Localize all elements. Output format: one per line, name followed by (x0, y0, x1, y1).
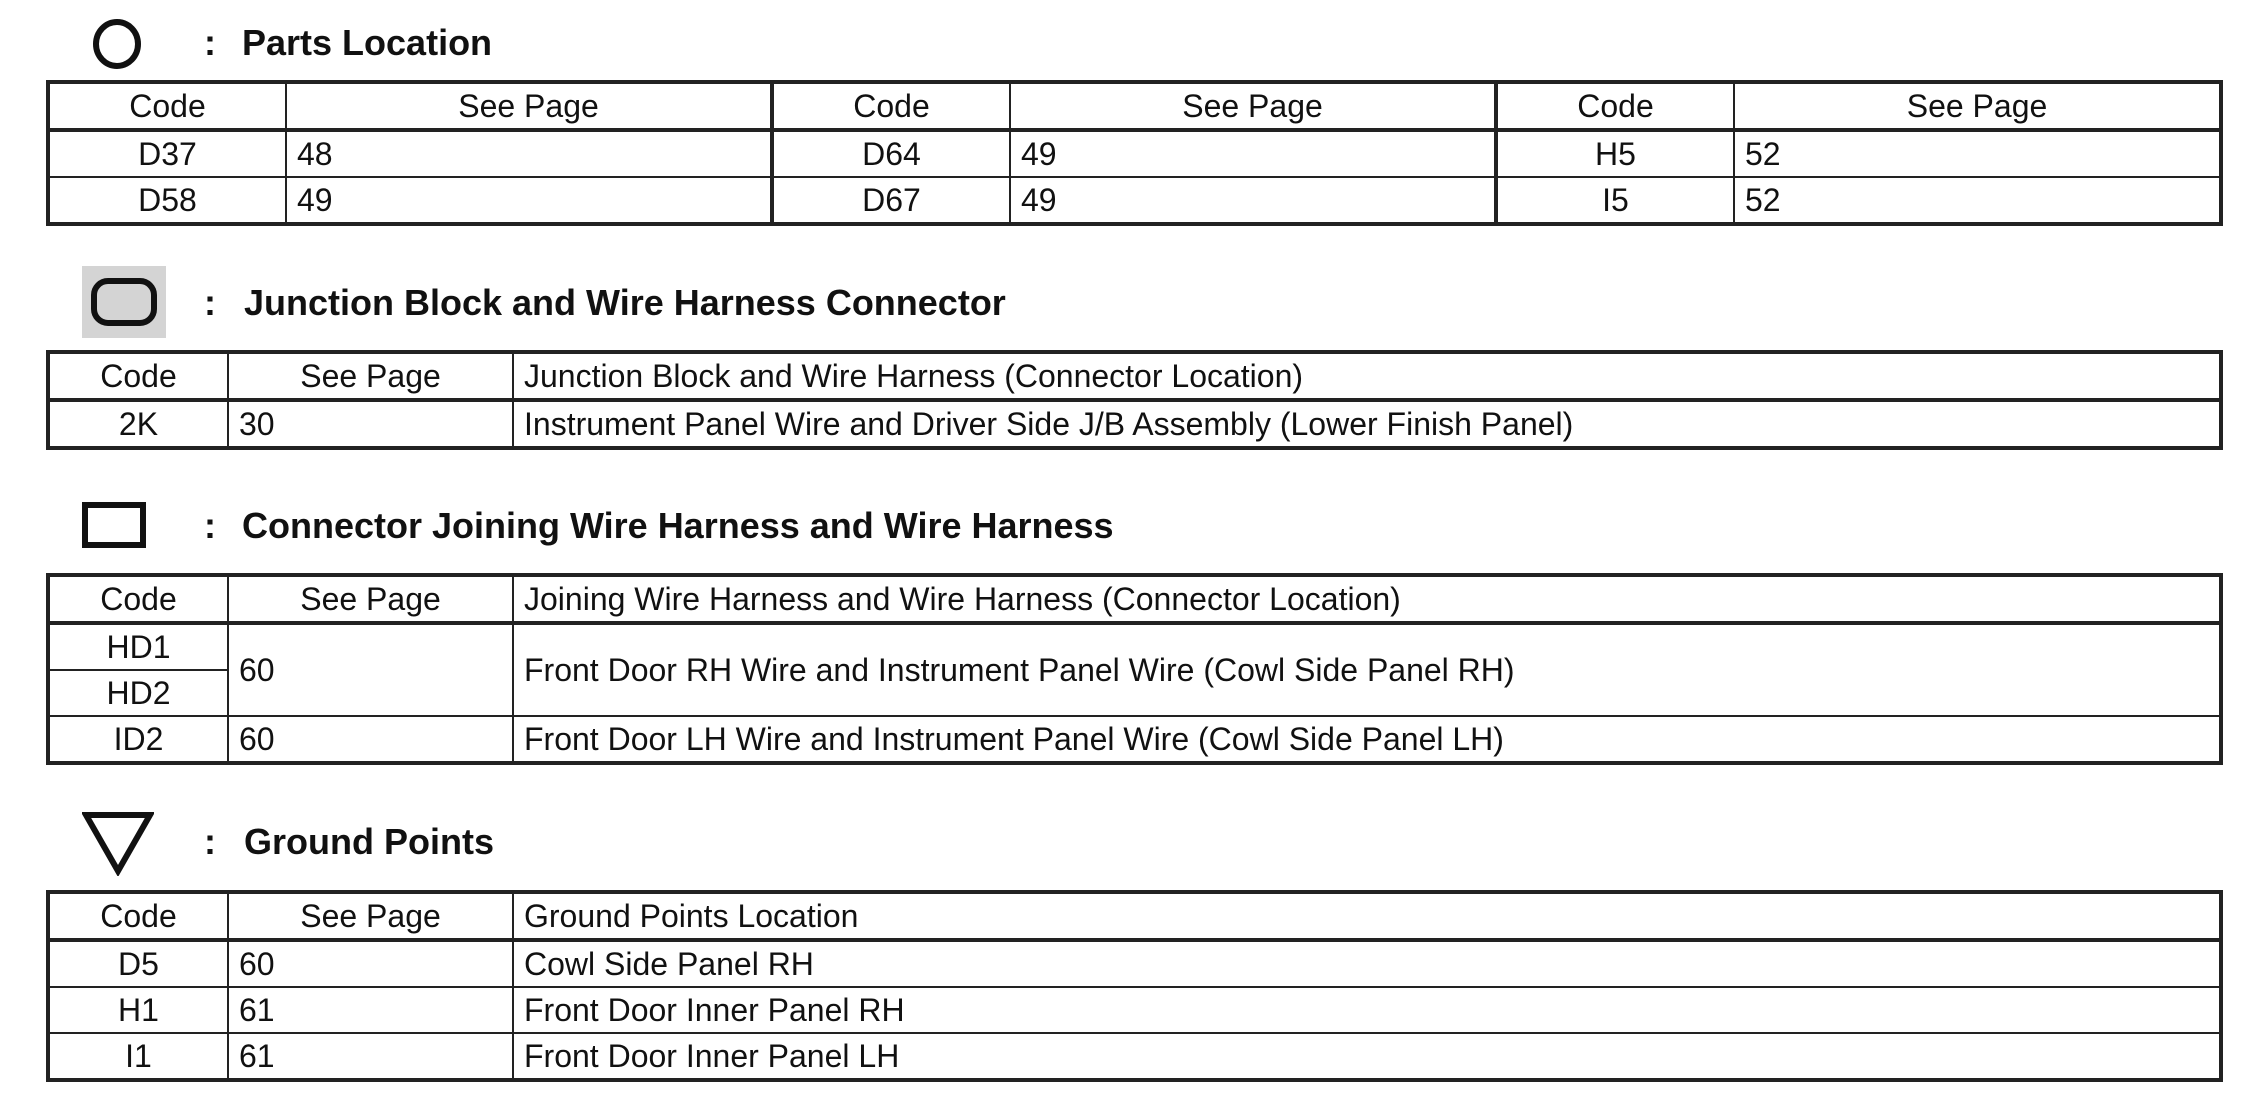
code-cell: D5 (48, 940, 228, 987)
header-see-page: See Page (228, 575, 513, 623)
description-cell: Front Door Inner Panel RH (513, 987, 2221, 1033)
table-header-row (48, 82, 2221, 130)
header-see-page: See Page (1010, 82, 1496, 130)
page-cell: 52 (1734, 177, 2221, 224)
code-cell: D37 (48, 130, 286, 177)
description-cell: Front Door RH Wire and Instrument Panel Wire (Cowl Side Panel RH) (513, 623, 2221, 716)
header-code: Code (48, 892, 228, 940)
header-see-page: See Page (228, 352, 513, 400)
header-code: Code (1496, 82, 1734, 130)
table-row (48, 400, 2221, 448)
page-cell: 52 (1734, 130, 2221, 177)
connector-joining-table (46, 573, 2223, 765)
page-cell: 49 (286, 177, 772, 224)
parts-location-table (46, 80, 2223, 226)
table-row (48, 987, 2221, 1033)
header-see-page: See Page (286, 82, 772, 130)
header-description: Junction Block and Wire Harness (Connector Location) (513, 352, 2221, 400)
section-colon: : (204, 821, 216, 862)
rounded-rectangle-icon (82, 266, 166, 338)
page-cell: 61 (228, 1033, 513, 1080)
table-row (48, 623, 2221, 670)
table-header-row (48, 352, 2221, 400)
code-cell: 2K (48, 400, 228, 448)
page-cell: 61 (228, 987, 513, 1033)
page-cell: 49 (1010, 177, 1496, 224)
header-description: Joining Wire Harness and Wire Harness (Connector Location) (513, 575, 2221, 623)
description-cell: Front Door LH Wire and Instrument Panel Wire (Cowl Side Panel LH) (513, 716, 2221, 763)
code-cell: I1 (48, 1033, 228, 1080)
table-row (48, 130, 2221, 177)
code-cell: I5 (1496, 177, 1734, 224)
page-cell: 49 (1010, 130, 1496, 177)
code-cell: D67 (772, 177, 1010, 224)
section-title-connector-joining: Connector Joining Wire Harness and Wire Harness (242, 505, 1114, 546)
header-see-page: See Page (228, 892, 513, 940)
table-row (48, 177, 2221, 224)
code-cell: D58 (48, 177, 286, 224)
section-colon: : (204, 22, 216, 63)
table-row (48, 1033, 2221, 1080)
table-row (48, 940, 2221, 987)
header-see-page: See Page (1734, 82, 2221, 130)
code-cell: HD1 (48, 623, 228, 670)
code-cell: H1 (48, 987, 228, 1033)
code-cell: H5 (1496, 130, 1734, 177)
section-colon: : (204, 282, 216, 323)
code-cell: ID2 (48, 716, 228, 763)
header-code: Code (48, 575, 228, 623)
section-title-parts-location: Parts Location (242, 22, 493, 63)
down-triangle-icon (82, 810, 154, 876)
section-colon: : (204, 505, 216, 546)
table-header-row (48, 892, 2221, 940)
page-cell: 60 (228, 623, 513, 716)
description-cell: Cowl Side Panel RH (513, 940, 2221, 987)
section-title-ground-points: Ground Points (244, 821, 494, 862)
junction-block-table (46, 350, 2223, 450)
code-cell: HD2 (48, 670, 228, 716)
header-code: Code (48, 82, 286, 130)
page-cell: 48 (286, 130, 772, 177)
description-cell: Instrument Panel Wire and Driver Side J/B Assembly (Lower Finish Panel) (513, 400, 2221, 448)
page-cell: 30 (228, 400, 513, 448)
rectangle-icon (82, 502, 146, 548)
description-cell: Front Door Inner Panel LH (513, 1033, 2221, 1080)
header-description: Ground Points Location (513, 892, 2221, 940)
page-cell: 60 (228, 716, 513, 763)
table-header-row (48, 575, 2221, 623)
table-row (48, 716, 2221, 763)
ground-points-table (46, 890, 2223, 1082)
header-code: Code (772, 82, 1010, 130)
header-code: Code (48, 352, 228, 400)
section-title-junction-block: Junction Block and Wire Harness Connector (244, 282, 1006, 323)
page-cell: 60 (228, 940, 513, 987)
code-cell: D64 (772, 130, 1010, 177)
circle-icon (92, 18, 142, 70)
